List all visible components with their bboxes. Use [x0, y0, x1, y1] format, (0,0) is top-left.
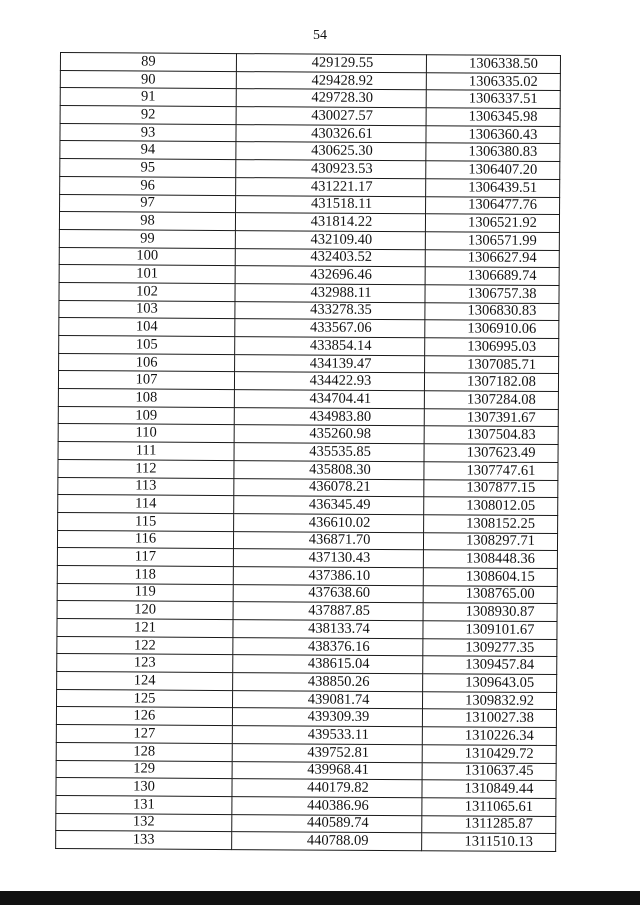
point-number-cell: 98: [59, 212, 235, 231]
point-number-cell: 131: [56, 795, 232, 814]
y-coordinate-cell: 1308448.36: [423, 550, 557, 569]
y-coordinate-cell: 1309457.84: [423, 656, 557, 675]
x-coordinate-cell: 429428.92: [236, 71, 426, 90]
point-number-cell: 89: [60, 53, 236, 72]
x-coordinate-cell: 434422.93: [234, 372, 424, 391]
y-coordinate-cell: 1308930.87: [423, 603, 557, 622]
y-coordinate-cell: 1307877.15: [424, 479, 558, 498]
x-coordinate-cell: 439081.74: [232, 690, 422, 709]
point-number-cell: 99: [59, 229, 235, 248]
y-coordinate-cell: 1308012.05: [424, 497, 558, 516]
x-coordinate-cell: 435260.98: [234, 425, 424, 444]
y-coordinate-cell: 1311510.13: [422, 833, 556, 852]
point-number-cell: 130: [56, 778, 232, 797]
table-row: [56, 831, 556, 852]
point-number-cell: 109: [58, 406, 234, 425]
point-number-cell: 91: [60, 88, 236, 107]
x-coordinate-cell: 436078.21: [234, 478, 424, 497]
point-number-cell: 121: [57, 618, 233, 637]
x-coordinate-cell: 437638.60: [233, 584, 423, 603]
point-number-cell: 106: [59, 353, 235, 372]
point-number-cell: 123: [57, 654, 233, 673]
y-coordinate-cell: 1306571.99: [425, 232, 559, 251]
point-number-cell: 103: [59, 300, 235, 319]
point-number-cell: 96: [60, 176, 236, 195]
x-coordinate-cell: 439309.39: [232, 708, 422, 727]
coordinates-table: [55, 52, 561, 852]
point-number-cell: 92: [60, 106, 236, 125]
x-coordinate-cell: 432403.52: [235, 248, 425, 267]
x-coordinate-cell: 439752.81: [232, 743, 422, 762]
y-coordinate-cell: 1310027.38: [422, 709, 556, 728]
point-number-cell: 100: [59, 247, 235, 266]
x-coordinate-cell: 435535.85: [234, 443, 424, 462]
point-number-cell: 108: [58, 389, 234, 408]
x-coordinate-cell: 430625.30: [236, 142, 426, 161]
point-number-cell: 122: [57, 636, 233, 655]
point-number-cell: 105: [59, 335, 235, 354]
y-coordinate-cell: 1311285.87: [422, 815, 556, 834]
point-number-cell: 133: [56, 831, 232, 850]
x-coordinate-cell: 431221.17: [236, 177, 426, 196]
y-coordinate-cell: 1306380.83: [426, 143, 560, 162]
y-coordinate-cell: 1307085.71: [425, 355, 559, 374]
y-coordinate-cell: 1311065.61: [422, 798, 556, 817]
point-number-cell: 114: [58, 495, 234, 514]
x-coordinate-cell: 440589.74: [232, 814, 422, 833]
point-number-cell: 104: [59, 318, 235, 337]
y-coordinate-cell: 1306335.02: [426, 72, 560, 91]
point-number-cell: 117: [57, 548, 233, 567]
x-coordinate-cell: 440788.09: [232, 832, 422, 851]
y-coordinate-cell: 1307284.08: [424, 391, 558, 410]
y-coordinate-cell: 1309101.67: [423, 621, 557, 640]
y-coordinate-cell: 1308152.25: [424, 515, 558, 534]
point-number-cell: 126: [56, 707, 232, 726]
x-coordinate-cell: 434704.41: [234, 390, 424, 409]
y-coordinate-cell: 1310849.44: [422, 780, 556, 799]
x-coordinate-cell: 440179.82: [232, 779, 422, 798]
y-coordinate-cell: 1308765.00: [423, 585, 557, 604]
x-coordinate-cell: 437386.10: [233, 567, 423, 586]
x-coordinate-cell: 431814.22: [235, 213, 425, 232]
point-number-cell: 118: [57, 565, 233, 584]
y-coordinate-cell: 1310226.34: [422, 727, 556, 746]
point-number-cell: 125: [56, 689, 232, 708]
x-coordinate-cell: 438133.74: [233, 620, 423, 639]
point-number-cell: 119: [57, 583, 233, 602]
y-coordinate-cell: 1309277.35: [423, 638, 557, 657]
y-coordinate-cell: 1306689.74: [425, 267, 559, 286]
x-coordinate-cell: 433278.35: [235, 301, 425, 320]
x-coordinate-cell: 434139.47: [235, 354, 425, 373]
point-number-cell: 107: [58, 371, 234, 390]
y-coordinate-cell: 1308297.71: [423, 532, 557, 551]
x-coordinate-cell: 434983.80: [234, 407, 424, 426]
x-coordinate-cell: 429129.55: [236, 54, 426, 73]
coordinates-table-container: [55, 52, 560, 852]
y-coordinate-cell: 1307747.61: [424, 462, 558, 481]
point-number-cell: 94: [60, 141, 236, 160]
x-coordinate-cell: 430326.61: [236, 124, 426, 143]
x-coordinate-cell: 438850.26: [233, 673, 423, 692]
y-coordinate-cell: 1306910.06: [425, 320, 559, 339]
x-coordinate-cell: 433567.06: [235, 319, 425, 338]
x-coordinate-cell: 439968.41: [232, 761, 422, 780]
point-number-cell: 132: [56, 813, 232, 832]
y-coordinate-cell: 1306345.98: [426, 108, 560, 127]
y-coordinate-cell: 1306477.76: [426, 196, 560, 215]
x-coordinate-cell: 438376.16: [233, 637, 423, 656]
x-coordinate-cell: 430027.57: [236, 107, 426, 126]
y-coordinate-cell: 1306439.51: [426, 179, 560, 198]
x-coordinate-cell: 438615.04: [233, 655, 423, 674]
point-number-cell: 112: [58, 459, 234, 478]
y-coordinate-cell: 1307391.67: [424, 408, 558, 427]
point-number-cell: 113: [58, 477, 234, 496]
x-coordinate-cell: 439533.11: [232, 726, 422, 745]
y-coordinate-cell: 1308604.15: [423, 568, 557, 587]
x-coordinate-cell: 437887.85: [233, 602, 423, 621]
point-number-cell: 110: [58, 424, 234, 443]
y-coordinate-cell: 1309643.05: [423, 674, 557, 693]
y-coordinate-cell: 1310637.45: [422, 762, 556, 781]
point-number-cell: 127: [56, 725, 232, 744]
y-coordinate-cell: 1306337.51: [426, 90, 560, 109]
point-number-cell: 101: [59, 265, 235, 284]
y-coordinate-cell: 1309832.92: [422, 691, 556, 710]
x-coordinate-cell: 433854.14: [235, 337, 425, 356]
point-number-cell: 124: [57, 672, 233, 691]
scan-bottom-border: [0, 891, 640, 905]
point-number-cell: 95: [60, 159, 236, 178]
y-coordinate-cell: 1306995.03: [425, 338, 559, 357]
x-coordinate-cell: 436610.02: [234, 513, 424, 532]
x-coordinate-cell: 440386.96: [232, 796, 422, 815]
x-coordinate-cell: 436345.49: [234, 496, 424, 515]
x-coordinate-cell: 437130.43: [233, 549, 423, 568]
x-coordinate-cell: 436871.70: [233, 531, 423, 550]
point-number-cell: 93: [60, 123, 236, 142]
x-coordinate-cell: 435808.30: [234, 460, 424, 479]
point-number-cell: 128: [56, 742, 232, 761]
x-coordinate-cell: 429728.30: [236, 89, 426, 108]
y-coordinate-cell: 1306757.38: [425, 285, 559, 304]
point-number-cell: 97: [60, 194, 236, 213]
y-coordinate-cell: 1310429.72: [422, 745, 556, 764]
table-body: [56, 53, 561, 852]
x-coordinate-cell: 432988.11: [235, 284, 425, 303]
point-number-cell: 115: [58, 512, 234, 531]
y-coordinate-cell: 1306627.94: [425, 249, 559, 268]
y-coordinate-cell: 1306830.83: [425, 302, 559, 321]
y-coordinate-cell: 1307182.08: [424, 373, 558, 392]
x-coordinate-cell: 430923.53: [236, 160, 426, 179]
point-number-cell: 111: [58, 442, 234, 461]
y-coordinate-cell: 1306521.92: [425, 214, 559, 233]
point-number-cell: 120: [57, 601, 233, 620]
point-number-cell: 129: [56, 760, 232, 779]
x-coordinate-cell: 432109.40: [235, 230, 425, 249]
y-coordinate-cell: 1307504.83: [424, 426, 558, 445]
y-coordinate-cell: 1307623.49: [424, 444, 558, 463]
point-number-cell: 102: [59, 282, 235, 301]
point-number-cell: 116: [57, 530, 233, 549]
x-coordinate-cell: 431518.11: [236, 195, 426, 214]
y-coordinate-cell: 1306338.50: [426, 55, 560, 74]
page-number: 54: [313, 28, 327, 43]
y-coordinate-cell: 1306407.20: [426, 161, 560, 180]
y-coordinate-cell: 1306360.43: [426, 125, 560, 144]
x-coordinate-cell: 432696.46: [235, 266, 425, 285]
point-number-cell: 90: [60, 70, 236, 89]
